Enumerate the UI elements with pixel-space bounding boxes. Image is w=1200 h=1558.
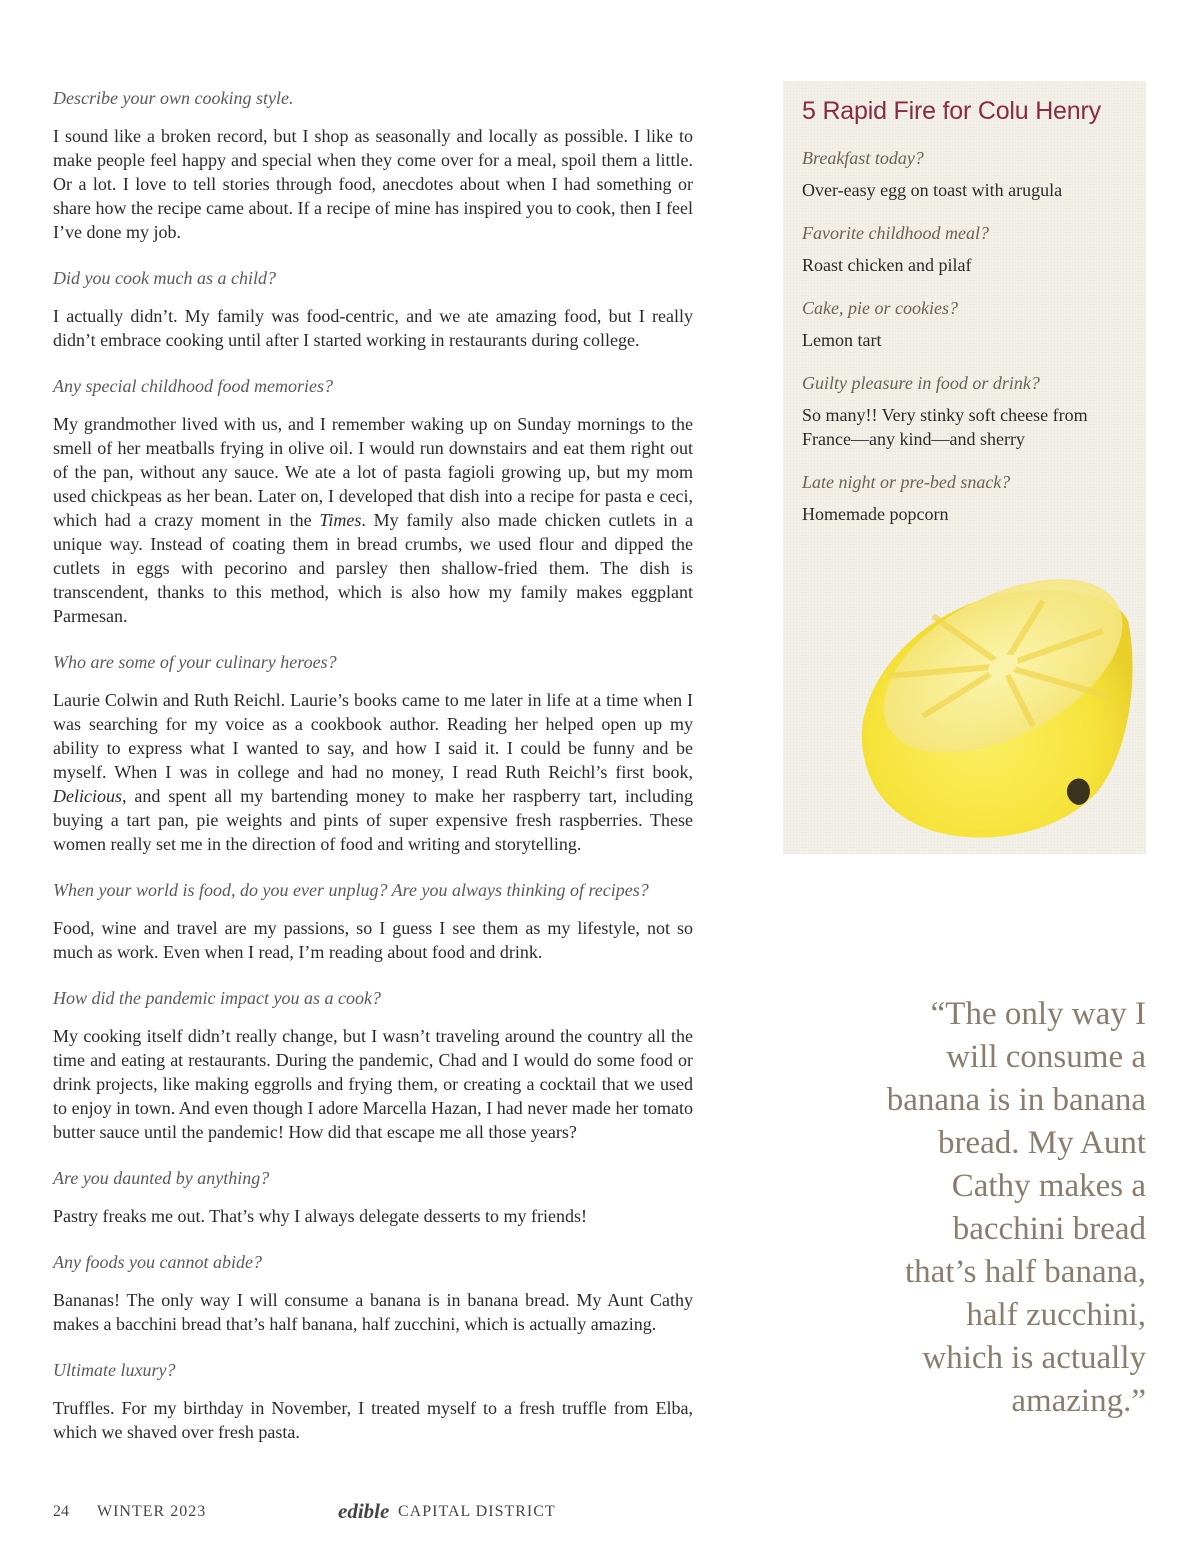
answer: I actually didn’t. My family was food-centric, and we ate amazing food, but I really didn’t embrace cooking until after I started working in restaurants during college.: [53, 306, 693, 350]
answer-text: . My family also made chicken cutlets in a unique way. Instead of coating them in bread crumbs, we used flour and dipped the cutlets in eggs with pecorino and parsley then shallow-fried them. The dish is transcendent, thanks to this method, which is also how my family makes eggplant Parmesan.: [53, 510, 693, 626]
question: Who are some of your culinary heroes?: [53, 652, 337, 672]
rapid-fire-sidebar: [783, 81, 1146, 854]
sidebar-answer: Homemade popcorn: [802, 504, 949, 524]
sidebar-question: Late night or pre-bed snack?: [802, 472, 1011, 492]
question: Describe your own cooking style.: [53, 88, 294, 108]
answer-text: Laurie Colwin and Ruth Reichl. Laurie’s books came to me later in life at a time when I was searching for my voice as a cookbook author. Reading her helped open up my ability to express what I wanted to say, and how I said it. I could be funny and be myself. When I was in college and had no money, I read Ruth Reichl’s first book,: [53, 690, 693, 782]
sidebar-question: Cake, pie or cookies?: [802, 298, 958, 318]
answer: Truffles. For my birthday in November, I treated myself to a fresh truffle from Elba, which we shaved over fresh pasta.: [53, 1398, 693, 1442]
qa-block: [53, 650, 693, 856]
qa-block: [53, 1250, 693, 1336]
qa-block: [53, 986, 693, 1144]
magazine-name-logo: edible: [338, 1499, 390, 1523]
answer: Food, wine and travel are my passions, so I guess I see them as my lifestyle, not so much as work. Even when I read, I’m reading about food and drink.: [53, 918, 693, 962]
question: Ultimate luxury?: [53, 1360, 176, 1380]
qa-block: [53, 374, 693, 628]
question: How did the pandemic impact you as a cook?: [53, 988, 381, 1008]
question: Any foods you cannot abide?: [53, 1252, 262, 1272]
page-number: 24: [53, 1503, 69, 1520]
sidebar-question: Favorite childhood meal?: [802, 223, 989, 243]
magazine-name: CAPITAL DISTRICT: [398, 1503, 556, 1520]
qa-block: [53, 878, 693, 964]
question: When your world is food, do you ever unplug? Are you always thinking of recipes?: [53, 880, 649, 900]
qa-block: [53, 1358, 693, 1444]
issue-season: WINTER 2023: [97, 1503, 207, 1520]
publication-name: Times: [319, 510, 362, 530]
pull-quote: “The only way I will consume a banana is in banana bread. My Aunt Cathy makes a bacchini bread that’s half banana, half zucchini, which is actually amazing.”: [886, 996, 1146, 1419]
question: Any special childhood food memories?: [53, 376, 333, 396]
answer: [53, 412, 693, 628]
sidebar-question: Guilty pleasure in food or drink?: [802, 373, 1040, 393]
qa-block: [53, 266, 693, 352]
question: Did you cook much as a child?: [53, 268, 276, 288]
qa-block: [53, 86, 693, 244]
sidebar-answer: So many!! Very stinky soft cheese from France—any kind—and sherry: [802, 405, 1088, 449]
sidebar-answer: Over-easy egg on toast with arugula: [802, 180, 1063, 200]
interview-column: [53, 86, 693, 1466]
qa-block: [53, 1166, 693, 1228]
answer: [53, 688, 693, 856]
sidebar-title: 5 Rapid Fire for Colu Henry: [802, 97, 1101, 125]
book-title: Delicious: [53, 786, 122, 806]
lemon-illustration: [843, 576, 1143, 846]
answer-text: My grandmother lived with us, and I remember waking up on Sunday mornings to the smell of her meatballs frying in olive oil. I would run downstairs and eat them right out of the pan, without any sauce. We ate a lot of pasta fagioli growing up, but my mom used chickpeas as her bean. Later on, I developed that dish into a recipe for pasta e ceci, which had a crazy moment in the: [53, 414, 693, 530]
question: Are you daunted by anything?: [53, 1168, 270, 1188]
sidebar-answer: Lemon tart: [802, 330, 882, 350]
sidebar-question: Breakfast today?: [802, 148, 924, 168]
sidebar-answer: Roast chicken and pilaf: [802, 255, 972, 275]
answer: Pastry freaks me out. That’s why I always delegate desserts to my friends!: [53, 1206, 588, 1226]
answer-text: , and spent all my bartending money to make her raspberry tart, including buying a tart pan, pie weights and pints of super expensive fresh raspberries. These women really set me in the direction of food and writing and storytelling.: [53, 786, 693, 854]
answer: I sound like a broken record, but I shop as seasonally and locally as possible. I like to make people feel happy and special when they come over for a meal, spoil them a little. Or a lot. I love to tell stories through food, anecdotes about when I had something or share how the recipe came about. If a recipe of mine has inspired you to cook, then I feel I’ve done my job.: [53, 126, 693, 242]
answer: Bananas! The only way I will consume a banana is in banana bread. My Aunt Cathy makes a bacchini bread that’s half banana, half zucchini, which is actually amazing.: [53, 1290, 693, 1334]
answer: My cooking itself didn’t really change, but I wasn’t traveling around the country all the time and eating at restaurants. During the pandemic, Chad and I would do some food or drink projects, like making eggrolls and frying them, or creating a cocktail that we used to enjoy in town. And even though I adore Marcella Hazan, I had never made her tomato butter sauce until the pandemic! How did that escape me all those years?: [53, 1026, 693, 1142]
